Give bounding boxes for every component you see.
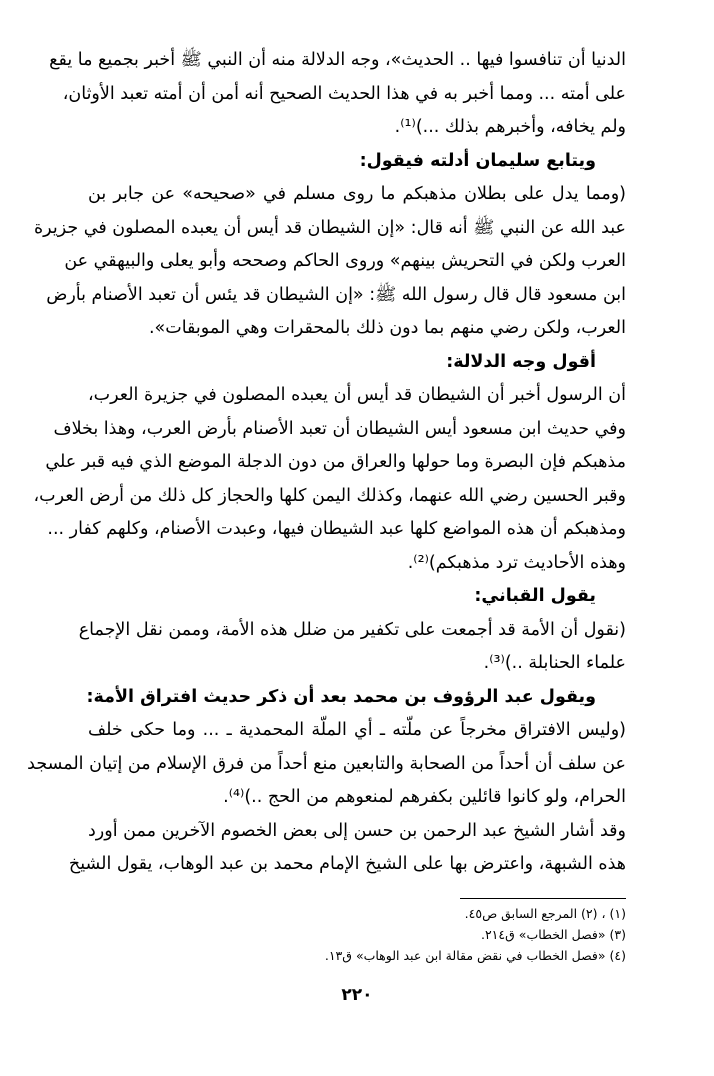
text-line: وفي حديث ابن مسعود أيس الشيطان أن تعبد الأصنام بأرض العرب، وهذا بخلاف xyxy=(53,418,626,439)
text-line: ويتابع سليمان أدلته فيقول: xyxy=(359,150,596,171)
text-line: علماء الحنابلة ..)⁽³⁾. xyxy=(483,653,626,673)
text-line: ومذهبكم أن هذه المواضع كلها عبد الشيطان فيها، وعبدت الأصنام، وكلهم كفار ... xyxy=(47,519,626,539)
text-line: هذه الشبهة، واعترض بها على الشيخ الإمام محمد بن عبد الوهاب، يقول الشيخ xyxy=(68,854,626,874)
text-line: ويقول عبد الرؤوف بن محمد بعد أن ذكر حديث افتراق الأمة: xyxy=(86,686,596,707)
text-line: العرب ولكن في التحريش بينهم» وروى الحاكم وصححه وأبو يعلى والبيهقي عن xyxy=(64,251,626,271)
footnote: (٤) «فصل الخطاب في نقض مقالة ابن عبد الوهاب» ق١٣. xyxy=(324,948,626,963)
text-line: على أمته ... ومما أخبر به في هذا الحديث الصحيح أنه أمن أن أمته تعبد الأوثان، xyxy=(62,83,626,104)
text-line: ولم يخافه، وأخبرهم بذلك ...)⁽¹⁾. xyxy=(394,117,626,137)
text-line: الدنيا أن تنافسوا فيها .. الحديث»، وجه الدلالة منه أن النبي ﷺ أخبر بجميع ما يقع xyxy=(49,50,626,70)
text-line: مذهبكم فإن البصرة وما حولها والعراق من دون الدجلة الموضع الذي فيه قبر علي xyxy=(45,452,626,472)
text-line: وهذه الأحاديث ترد مذهبكم)⁽²⁾. xyxy=(407,552,626,573)
text-line: الحرام، ولو كانوا قائلين بكفرهم لمنعوهم من الحج ..)⁽⁴⁾. xyxy=(223,787,626,807)
text-line: ابن مسعود قال قال رسول الله ﷺ: «إن الشيطان قد يئس أن تعبد الأصنام بأرض xyxy=(46,284,626,305)
text-line: أقول وجه الدلالة: xyxy=(446,351,596,372)
text-line: يقول القباني: xyxy=(474,586,596,606)
page-number: ٢٢٠ xyxy=(341,985,373,1005)
main-text xyxy=(27,44,626,882)
text-line: (نقول أن الأمة قد أجمعت على تكفير من ضلل هذه الأمة، وممن نقل الإجماع xyxy=(78,619,626,640)
text-line: وقبر الحسين رضي الله عنهما، وكذلك اليمن كلها والحجاز كل ذلك من أرض العرب، xyxy=(33,485,626,506)
text-line: أن الرسول أخبر أن الشيطان قد أيس أن يعبده المصلون في جزيرة العرب، xyxy=(88,385,626,405)
footnote: (٣) «فصل الخطاب» ق٢١٤. xyxy=(480,927,626,942)
footnotes xyxy=(160,903,626,966)
text-line: العرب، ولكن رضي منهم بما دون ذلك بالمحقرات وهي الموبقات». xyxy=(148,318,626,338)
text-line: (وليس الافتراق مخرجاً عن ملّته ـ أي الملّة المحمدية ـ ... وما حكى خلف xyxy=(88,720,626,740)
text-line: عن سلف أن أحداً من الصحابة والتابعين منع أحداً من فرق الإسلام من إتيان المسجد xyxy=(27,753,626,774)
text-line: (ومما يدل على بطلان مذهبكم ما روى مسلم في «صحيحه» عن جابر بن xyxy=(88,184,626,204)
text-line: عبد الله عن النبي ﷺ أنه قال: «إن الشيطان قد أيس أن يعبده المصلون في جزيرة xyxy=(34,217,626,238)
footnote-divider xyxy=(460,898,626,899)
text-line: وقد أشار الشيخ عبد الرحمن بن حسن إلى بعض الخصوم الآخرين ممن أورد xyxy=(88,820,626,841)
footnote: (١) ، (٢) المرجع السابق ص٤٥. xyxy=(464,906,626,921)
